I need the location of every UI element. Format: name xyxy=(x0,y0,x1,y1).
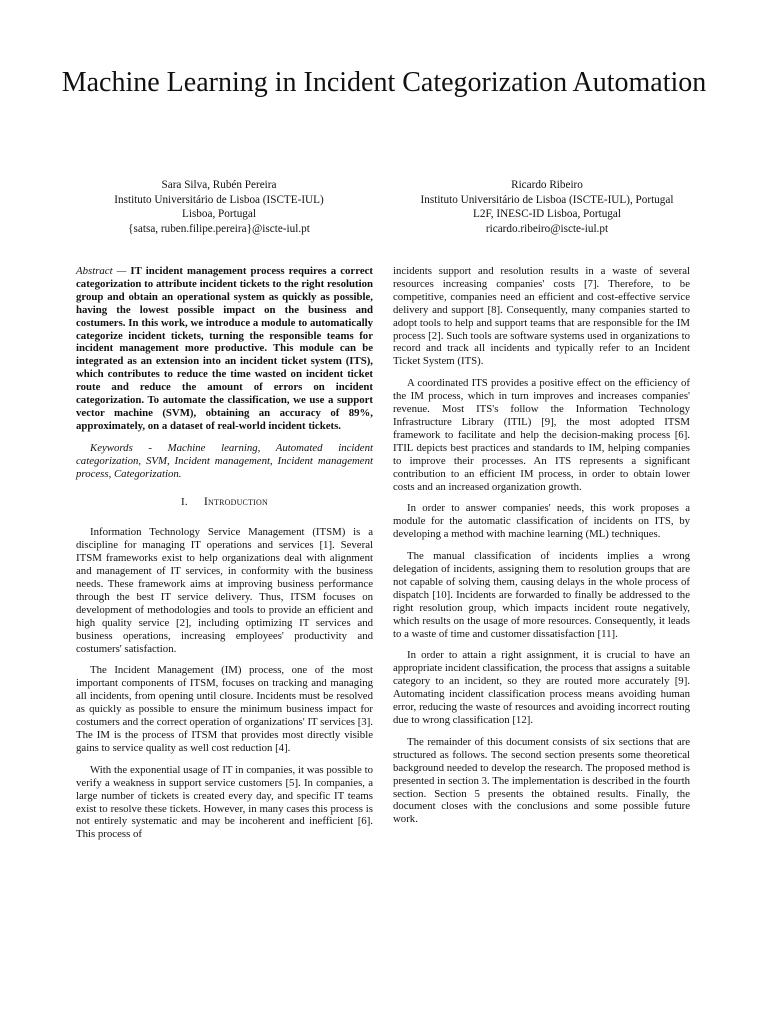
abstract-text: IT incident management process requires a correct categorization to attribute incident tickets to the right resolution group and obtain an operational system as quickly as possible, having the lowest possible impact on the business and costumers. In this work, we introduce a module to automatically categorize incident tickets, turning the responsible teams for incident management more productive. This module can be integrated as an extension into an incident ticket system (ITS), which contributes to reduce the time wasted on incident ticket route and reduce the amount of errors on incident categorization. To automate the classification, we use a support vector machine (SVM), obtaining an accuracy of 89%, approximately, on a dataset of real-world incident tickets. xyxy=(76,265,374,432)
author-block-left xyxy=(59,178,379,236)
paragraph: The Incident Management (IM) process, one of the most important components of ITSM, focuses on tracking and managing all incidents, from opening until closure. Incidents must be resolved as quickly as possible to ensure the minimum business impact for costumers and the correct operation of organizations' IT services [3]. The IM is the process of ITSM that provides most directly visible gains to service quality as well cost reduction [4]. xyxy=(76,664,373,754)
section-name: Introduction xyxy=(203,493,268,508)
paragraph: In order to answer companies' needs, this work proposes a module for the automatic classification of incidents on ITS, by developing a method with machine learning (ML) techniques. xyxy=(393,502,690,541)
right-column xyxy=(393,265,690,835)
paragraph: Information Technology Service Management (ITSM) is a discipline for managing IT operations and services [1]. Several ITSM frameworks exist to help organizations deal with alignment and management of IT services, in conformity with the business needs. These framework aims at improving business performance through the best IT service delivery. Thus, ITSM focuses on development of methodologies and tools to provide an efficient and high quality service [2], including optimizing IT services and business operations, increasing employees' productivity and costumers' satisfaction. xyxy=(76,526,373,655)
author-email: ricardo.ribeiro@iscte-iul.pt xyxy=(485,222,609,235)
section-heading xyxy=(76,495,373,509)
author-names: Ricardo Ribeiro xyxy=(511,179,583,191)
paragraph: The remainder of this document consists of six sections that are structured as follows. The second section presents some theoretical background needed to develop the research. The proposed method is presented in section 3. The implementation is described in the fourth section. Section 5 presents the obtained results. Finally, the document closes with the conclusions and some possible future work. xyxy=(393,735,690,826)
paper-title: Machine Learning in Incident Categorization Automation xyxy=(61,67,707,98)
author-email: {satsa, ruben.filipe.pereira}@iscte-iul.pt xyxy=(128,222,310,235)
paragraph: With the exponential usage of IT in companies, it was possible to verify a weakness in support service customers [5]. In companies, a large number of tickets is created every day, and specific IT teams exist to resolve these tickets. However, in many cases this process is not entirely systematic and may be incoherent and inefficient [6]. This process of xyxy=(76,763,373,841)
author-names: Sara Silva, Rubén Pereira xyxy=(161,179,277,191)
section-number: I. xyxy=(181,495,188,508)
keywords: Keywords - Machine learning, Automated incident categorization, SVM, Incident management, Incident management process, Categorization. xyxy=(76,441,373,480)
paragraph: incidents support and resolution results in a waste of several resources increasing companies' costs [7]. Therefore, to be competitive, companies need an efficient and cost-effective service delivery and support [8]. Consequently, many companies started to adopt tools to help and support teams that are responsible for the IM process [2]. Such tools are software systems used in organizations to record and track all incidents and typically refer to an Incident Ticket System (ITS). xyxy=(393,265,690,368)
author-location: Lisboa, Portugal xyxy=(182,208,256,220)
paragraph: The manual classification of incidents implies a wrong delegation of incidents, assigning them to resolution groups that are not capable of solving them, causing delays in the whole process of dispatch [10]. Incidents are forwarded to finally be addressed to the right resolution group, which impacts incident route negatively, which results on the usage of more resources. Consequently, it leads to a waste of time and customer dissatisfaction [11]. xyxy=(393,550,690,640)
author-affiliation: Instituto Universitário de Lisboa (ISCTE-IUL) xyxy=(114,193,324,206)
abstract-label: Abstract — xyxy=(76,265,127,277)
paragraph: A coordinated ITS provides a positive effect on the efficiency of the IM process, which in turn improves and increases companies' revenue. Most ITS's follow the Information Technology Infrastructure Library (ITIL) [9], the most adopted ITSM framework to facilitate and help the decision-making process [6]. ITIL depicts best practices and standards to IM, helping companies to improve their processes. An ITS represents a significant contribution to an efficient IM process, in order to obtain lower costs and an increased organization growth. xyxy=(393,377,690,493)
author-location: L2F, INESC-ID Lisboa, Portugal xyxy=(473,208,621,220)
paragraph: In order to attain a right assignment, it is crucial to have an appropriate incident classification, the process that assigns a suitable category to an incident, so they are routed more accurately [9]. Automating incident classification process means avoiding human error, reducing the waste of resources and avoiding incorrect routing due to wrong classification [12]. xyxy=(393,649,690,726)
author-affiliation: Instituto Universitário de Lisboa (ISCTE-IUL), Portugal xyxy=(420,193,674,206)
author-block-right xyxy=(387,178,707,236)
left-column xyxy=(76,265,373,850)
abstract xyxy=(76,265,373,433)
